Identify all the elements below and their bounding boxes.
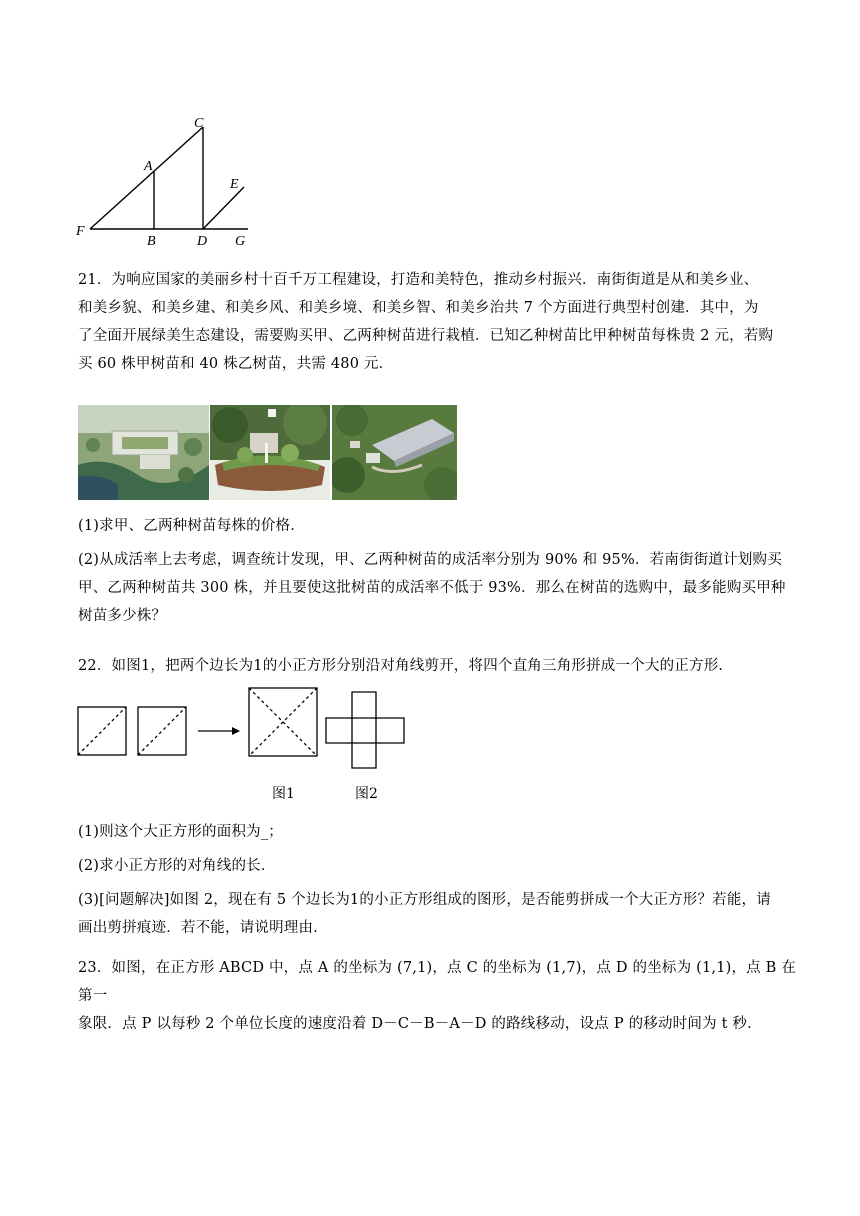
q22-intro: 22．如图1，把两个边长为1的小正方形分别沿对角线剪开，将四个直角三角形拼成一个大的正方形． — [78, 658, 734, 674]
q21-sub2-line: (2)从成活率上去考虑，调查统计发现，甲、乙两种树苗的成活率分别为 90% 和 95%．若南街街道计划购买 — [78, 552, 782, 568]
geometry-figure — [70, 110, 260, 255]
photo-garden — [210, 405, 330, 500]
q22-sub3-line: (3)[问题解决]如图 2，现在有 5 个边长为1的小正方形组成的图形，是否能剪拼成一个大正方形？若能，请 — [78, 892, 771, 908]
cross-shape — [326, 692, 404, 768]
small-square-1 — [78, 707, 126, 755]
label-a: A — [144, 159, 153, 174]
figure1-caption: 图1 — [272, 786, 295, 802]
label-d: D — [197, 234, 208, 249]
q21-line: 21．为响应国家的美丽乡村十百千万工程建设，打造和美特色，推动乡村振兴．南街街道是从和美乡业、 — [78, 272, 759, 288]
q23-line: 23．如图，在正方形 ABCD 中，点 A 的坐标为 (7,1)，点 C 的坐标为 (1,7)，点 D 的坐标为 (1,1)，点 B 在第一 — [78, 960, 797, 1004]
q21-sub2 — [78, 546, 798, 630]
diagonal-dashed — [138, 707, 186, 755]
q21-sub2-line: 甲、乙两种树苗共 300 株，并且要使这批树苗的成活率不低于 93%．那么在树苗的选购中，最多能购买甲种 — [78, 580, 786, 596]
figure2-caption: 图2 — [355, 786, 378, 802]
q21-sub1: (1)求甲、乙两种树苗每株的价格． — [78, 518, 305, 534]
label-e: E — [230, 177, 239, 192]
q22-sub3 — [78, 886, 798, 942]
photo-factory-aerial — [332, 405, 457, 500]
q22-sub3-line: 画出剪拼痕迹．若不能，请说明理由． — [78, 920, 328, 936]
label-c: C — [194, 116, 204, 131]
q22-sub1: (1)则这个大正方形的面积为_； — [78, 824, 283, 840]
q23-text — [78, 954, 798, 1038]
q21-line: 和美乡貌、和美乡建、和美乡风、和美乡境、和美乡智、和美乡治共 7 个方面进行典型村创建．其中，为 — [78, 300, 759, 316]
line-de — [203, 187, 244, 229]
label-g: G — [235, 234, 246, 249]
line-fc — [90, 127, 203, 229]
label-b: B — [147, 234, 156, 249]
q21-line: 了全面开展绿美生态建设，需要购买甲、乙两种树苗进行栽植．已知乙种树苗比甲种树苗每株贵 2 元，若购 — [78, 328, 774, 344]
diagonal-dashed — [78, 707, 126, 755]
label-f: F — [76, 224, 85, 239]
small-square-2 — [138, 707, 186, 755]
q21-line: 买 60 株甲树苗和 40 株乙树苗，共需 480 元． — [78, 356, 394, 372]
question-21-text — [78, 266, 798, 378]
q21-sub2-line: 树苗多少株？ — [78, 608, 167, 624]
arrow-head-icon — [232, 727, 240, 735]
q23-line: 象限．点 P 以每秒 2 个单位长度的速度沿着 D－C－B－A－D 的路线移动，设点 P 的移动时间为 t 秒． — [78, 1016, 762, 1032]
photo-village-aerial — [78, 405, 209, 500]
square-figures — [70, 682, 420, 774]
q22-sub2: (2)求小正方形的对角线的长． — [78, 858, 276, 874]
